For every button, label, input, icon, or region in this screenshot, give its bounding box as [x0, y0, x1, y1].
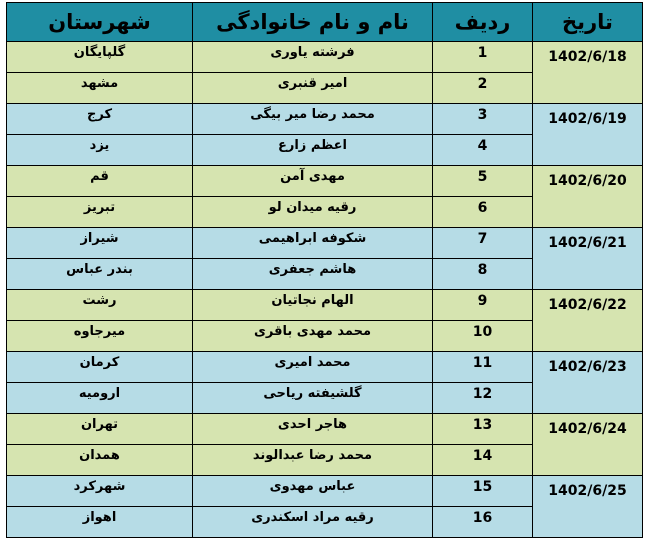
schedule-table [6, 2, 643, 538]
city-cell: ارومیه [7, 383, 193, 414]
city-cell: همدان [7, 445, 193, 476]
date-cell: 1402/6/25 [533, 476, 643, 538]
row-number-cell: 10 [433, 321, 533, 352]
date-cell: 1402/6/19 [533, 104, 643, 166]
date-cell: 1402/6/22 [533, 290, 643, 352]
name-cell: الهام نجاتیان [193, 290, 433, 321]
date-cell: 1402/6/21 [533, 228, 643, 290]
city-cell: بندر عباس [7, 259, 193, 290]
name-cell: محمد رضا میر بیگی [193, 104, 433, 135]
name-cell: هاجر احدی [193, 414, 433, 445]
row-number-cell: 8 [433, 259, 533, 290]
row-number-cell: 1 [433, 42, 533, 73]
name-cell: امیر قنبری [193, 73, 433, 104]
row-number-cell: 2 [433, 73, 533, 104]
row-number-cell: 15 [433, 476, 533, 507]
row-number-cell: 4 [433, 135, 533, 166]
date-cell: 1402/6/18 [533, 42, 643, 104]
date-cell: 1402/6/20 [533, 166, 643, 228]
date-cell: 1402/6/24 [533, 414, 643, 476]
table-row [7, 352, 643, 383]
header-city: شهرستان [7, 3, 193, 42]
table-row [7, 290, 643, 321]
table-row [7, 228, 643, 259]
row-number-cell: 5 [433, 166, 533, 197]
city-cell: کرمان [7, 352, 193, 383]
city-cell: تبریز [7, 197, 193, 228]
city-cell: میرجاوه [7, 321, 193, 352]
name-cell: شکوفه ابراهیمی [193, 228, 433, 259]
city-cell: شیراز [7, 228, 193, 259]
table-row [7, 166, 643, 197]
city-cell: شهرکرد [7, 476, 193, 507]
row-number-cell: 13 [433, 414, 533, 445]
name-cell: گلشیفته ریاحی [193, 383, 433, 414]
name-cell: رقیه میدان لو [193, 197, 433, 228]
name-cell: محمد رضا عبدالوند [193, 445, 433, 476]
city-cell: تهران [7, 414, 193, 445]
table-row [7, 476, 643, 507]
city-cell: یزد [7, 135, 193, 166]
table-row [7, 104, 643, 135]
table-body [7, 42, 643, 538]
city-cell: گلپایگان [7, 42, 193, 73]
city-cell: قم [7, 166, 193, 197]
header-row-number: ردیف [433, 3, 533, 42]
name-cell: محمد مهدی باقری [193, 321, 433, 352]
header-date: تاریخ [533, 3, 643, 42]
city-cell: رشت [7, 290, 193, 321]
name-cell: فرشته یاوری [193, 42, 433, 73]
row-number-cell: 14 [433, 445, 533, 476]
row-number-cell: 16 [433, 507, 533, 538]
row-number-cell: 12 [433, 383, 533, 414]
header-name: نام و نام خانوادگی [193, 3, 433, 42]
name-cell: اعظم زارع [193, 135, 433, 166]
table-row [7, 42, 643, 73]
name-cell: عباس مهدوی [193, 476, 433, 507]
row-number-cell: 6 [433, 197, 533, 228]
header-row [7, 3, 643, 42]
city-cell: مشهد [7, 73, 193, 104]
date-cell: 1402/6/23 [533, 352, 643, 414]
row-number-cell: 9 [433, 290, 533, 321]
row-number-cell: 3 [433, 104, 533, 135]
row-number-cell: 7 [433, 228, 533, 259]
name-cell: مهدی آمن [193, 166, 433, 197]
name-cell: هاشم جعفری [193, 259, 433, 290]
table-row [7, 414, 643, 445]
name-cell: محمد امیری [193, 352, 433, 383]
row-number-cell: 11 [433, 352, 533, 383]
name-cell: رقیه مراد اسکندری [193, 507, 433, 538]
city-cell: اهواز [7, 507, 193, 538]
city-cell: کرج [7, 104, 193, 135]
